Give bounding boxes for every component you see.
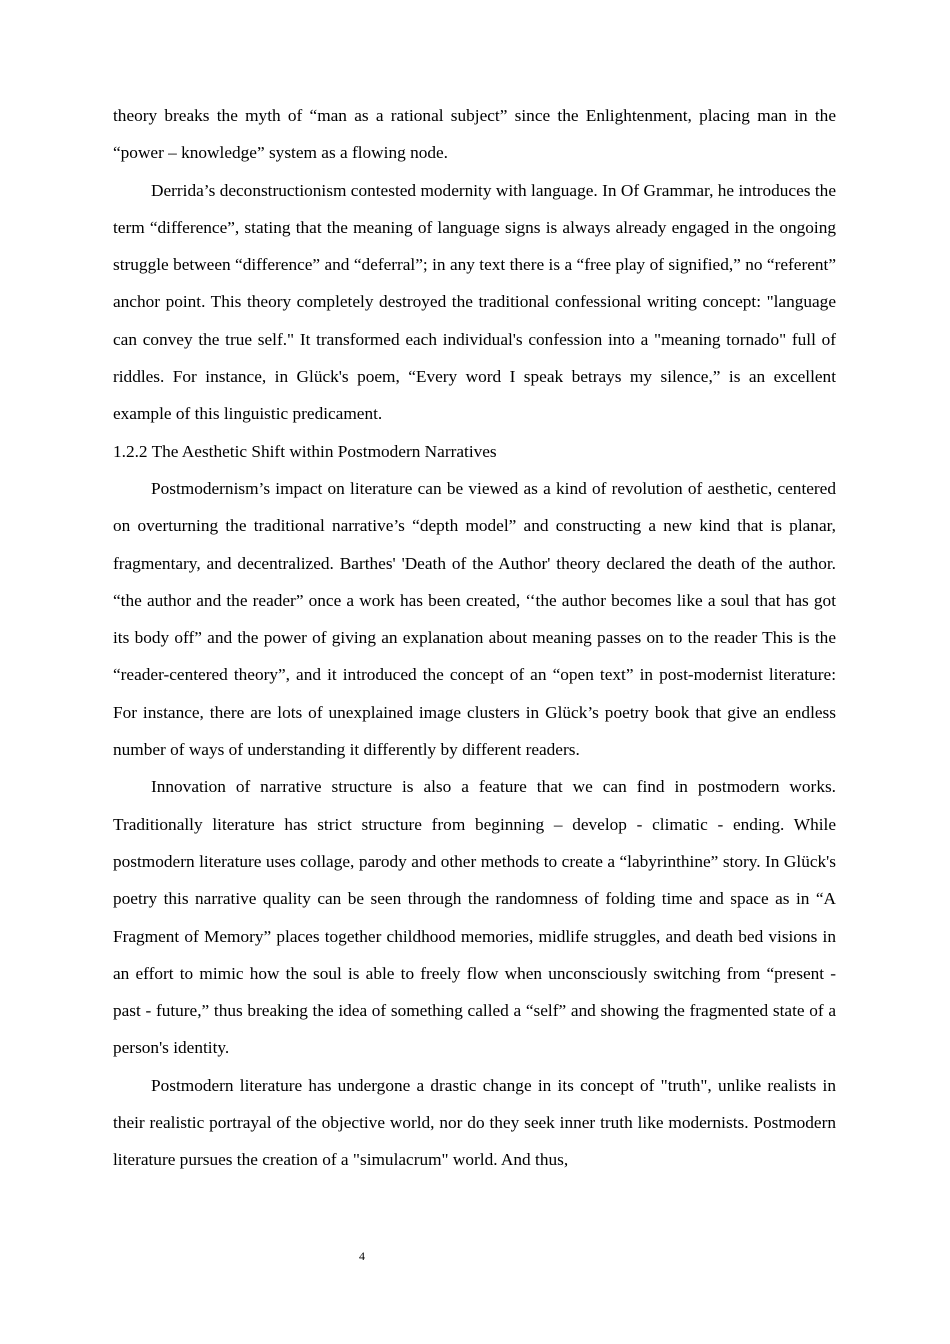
paragraph-continuation: theory breaks the myth of “man as a rational subject” since the Enlightenment, placing man in the “power – knowledge” system as a flowing node. — [113, 106, 836, 163]
paragraph-derrida: Derrida’s deconstructionism contested modernity with language. In Of Grammar, he introduces the term “difference”, stating that the meaning of language signs is always already engaged in the ongoing struggle between “difference” and “deferral”; in any text there is a “free play of signified,” no “referent” anchor point. This theory completely destroyed the traditional confessional writing concept: "language can convey the true self." It transformed each individual's confession into a "meaning tornado" full of riddles. For instance, in Glück's poem, “Every word I speak betrays my silence,” is an excellent example of this linguistic predicament. — [113, 180, 836, 424]
paragraph-truth-concept: Postmodern literature has undergone a drastic change in its concept of "truth", unlike realists in their realistic portrayal of the objective world, nor do they seek inner truth like modernists. Postmodern literature pursues the creation of a "simulacrum" world. And thus, — [113, 1075, 836, 1170]
page-number: 4 — [359, 1249, 365, 1263]
paragraph-narrative-structure: Innovation of narrative structure is also a feature that we can find in postmodern works. Traditionally literature has strict structure from beginning – develop - climatic - ending. While postmodern literature uses collage, parody and other methods to create a “labyrinthine” story. In Glück's poetry this narrative quality can be seen through the randomness of folding time and space as in “A Fragment of Memory” places together childhood memories, midlife struggles, and death bed visions in an effort to mimic how the soul is able to freely flow when unconsciously switching from “present - past - future,” thus breaking the idea of something called a “self” and showing the fragmented state of a person's identity. — [113, 777, 836, 1058]
paragraph-aesthetic-revolution: Postmodernism’s impact on literature can be viewed as a kind of revolution of aesthetic, centered on overturning the traditional narrative’s “depth model” and constructing a new kind that is planar, fragmentary, and decentralized. Barthes' 'Death of the Author' theory declared the death of the author. “the author and the reader” once a work has been created, ‘‘the author becomes like a soul that has got its body off” and the power of giving an explanation about meaning passes on to the reader This is the “reader-centered theory”, and it introduced the concept of an “open text” in post-modernist literature: For instance, there are lots of unexplained image clusters in Glück’s poetry book that give an endless number of ways of understanding it differently by different readers. — [113, 478, 836, 760]
document-page — [113, 97, 836, 1179]
section-heading: 1.2.2 The Aesthetic Shift within Postmodern Narratives — [113, 441, 497, 461]
